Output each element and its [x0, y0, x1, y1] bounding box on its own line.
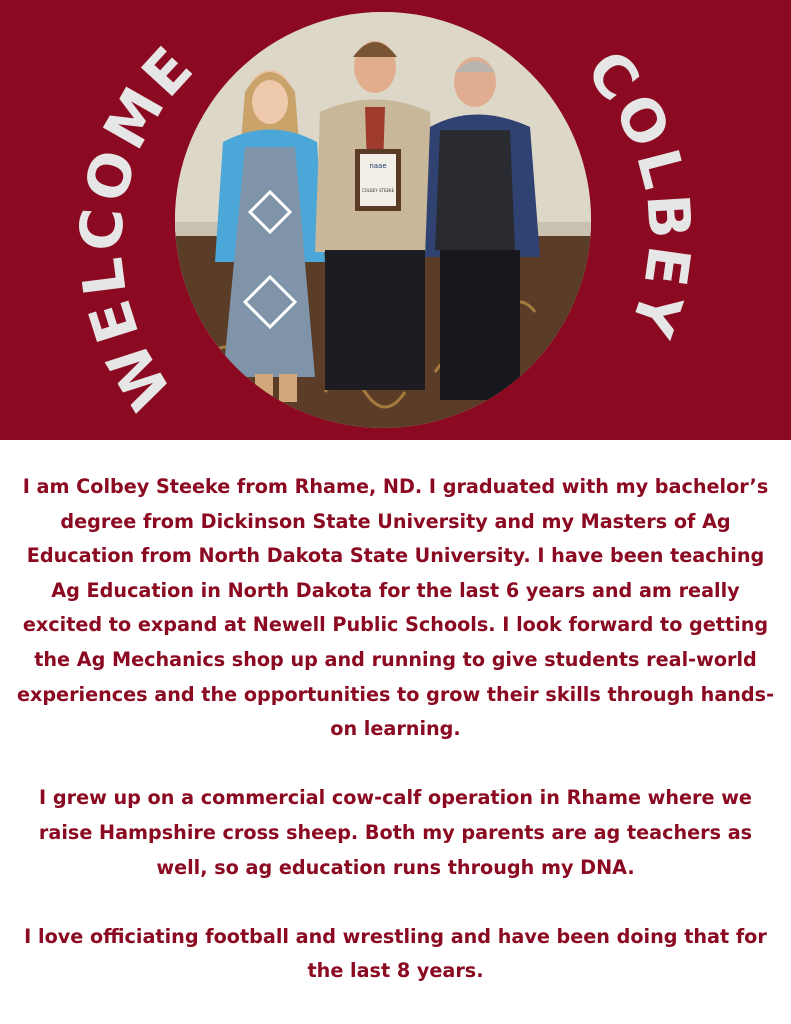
bio-paragraph: I am Colbey Steeke from Rhame, ND. I graduated with my bachelor’s degree from Dickinson State University and my Masters of Ag Education from North Dakota State University. I have been teaching Ag Education in North Dakota for the last 6 years and am really excited to expand at Newell Public Schools. I look forward to getting the Ag Mechanics shop up and running to give students real-world experiences and the opportunities to grow their skills through hands-on learning. — [16, 475, 775, 741]
welcome-heading: WELCOME — [66, 31, 209, 422]
welcome-banner — [0, 0, 791, 440]
curved-heading — [0, 0, 791, 440]
name-heading: COLBEY — [572, 37, 705, 349]
bio-text — [10, 470, 781, 989]
bio-paragraph: I grew up on a commercial cow-calf operation in Rhame where we raise Hampshire cross sheep. Both my parents are ag teachers as well, so ag education runs through my DNA. — [38, 786, 753, 879]
plaque-name: COLBEY STEEKE — [361, 188, 395, 193]
bio-paragraph: I love officiating football and wrestling and have been doing that for the last 8 years. — [24, 924, 767, 983]
plaque-logo: naae — [369, 162, 387, 170]
